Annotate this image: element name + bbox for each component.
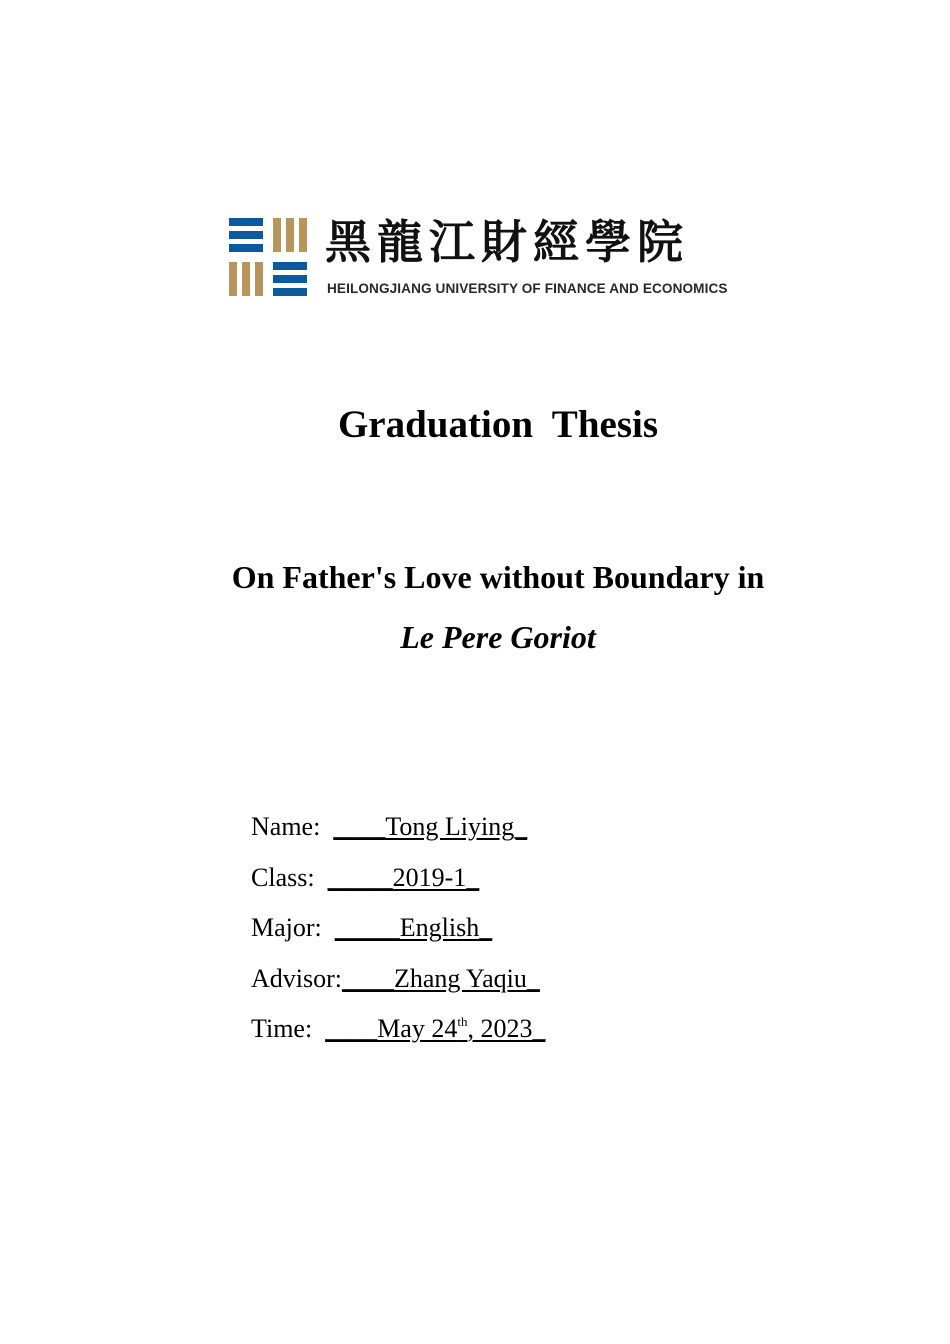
major-value: _____English_	[334, 913, 493, 942]
time-value-year: , 2023_	[467, 1014, 546, 1043]
university-name-chinese-text: 黑龍江財經學院	[325, 215, 689, 269]
info-row-major	[251, 908, 545, 959]
time-label: Time:	[251, 1014, 326, 1043]
info-row-time	[251, 1009, 545, 1060]
name-value: ____Tong Liying_	[333, 812, 528, 841]
class-label: Class:	[251, 862, 328, 892]
time-value-date: ____May 24	[325, 1014, 458, 1043]
advisor-label: Advisor:	[251, 963, 342, 993]
info-row-name	[251, 807, 545, 858]
class-value: _____2019-1_	[327, 862, 480, 892]
advisor-value: ____Zhang Yaqiu_	[342, 963, 540, 993]
major-label: Major:	[251, 913, 335, 942]
thesis-title-line-2: Le Pere Goriot	[400, 619, 596, 655]
time-value	[325, 1014, 545, 1043]
document-title: Graduation Thesis	[337, 403, 659, 446]
thesis-title-line-1: On Father's Love without Boundary in	[231, 559, 765, 595]
university-name-chinese	[325, 213, 773, 271]
university-emblem-icon	[228, 217, 308, 297]
time-value-ordinal: th	[457, 1014, 468, 1029]
university-name-english: HEILONGJIANG UNIVERSITY OF FINANCE AND ECONOMICS	[327, 281, 728, 296]
name-label: Name:	[251, 812, 334, 841]
info-row-advisor	[251, 959, 545, 1010]
university-logo	[228, 213, 773, 298]
info-row-class	[251, 858, 545, 909]
student-info-block	[251, 807, 545, 1060]
